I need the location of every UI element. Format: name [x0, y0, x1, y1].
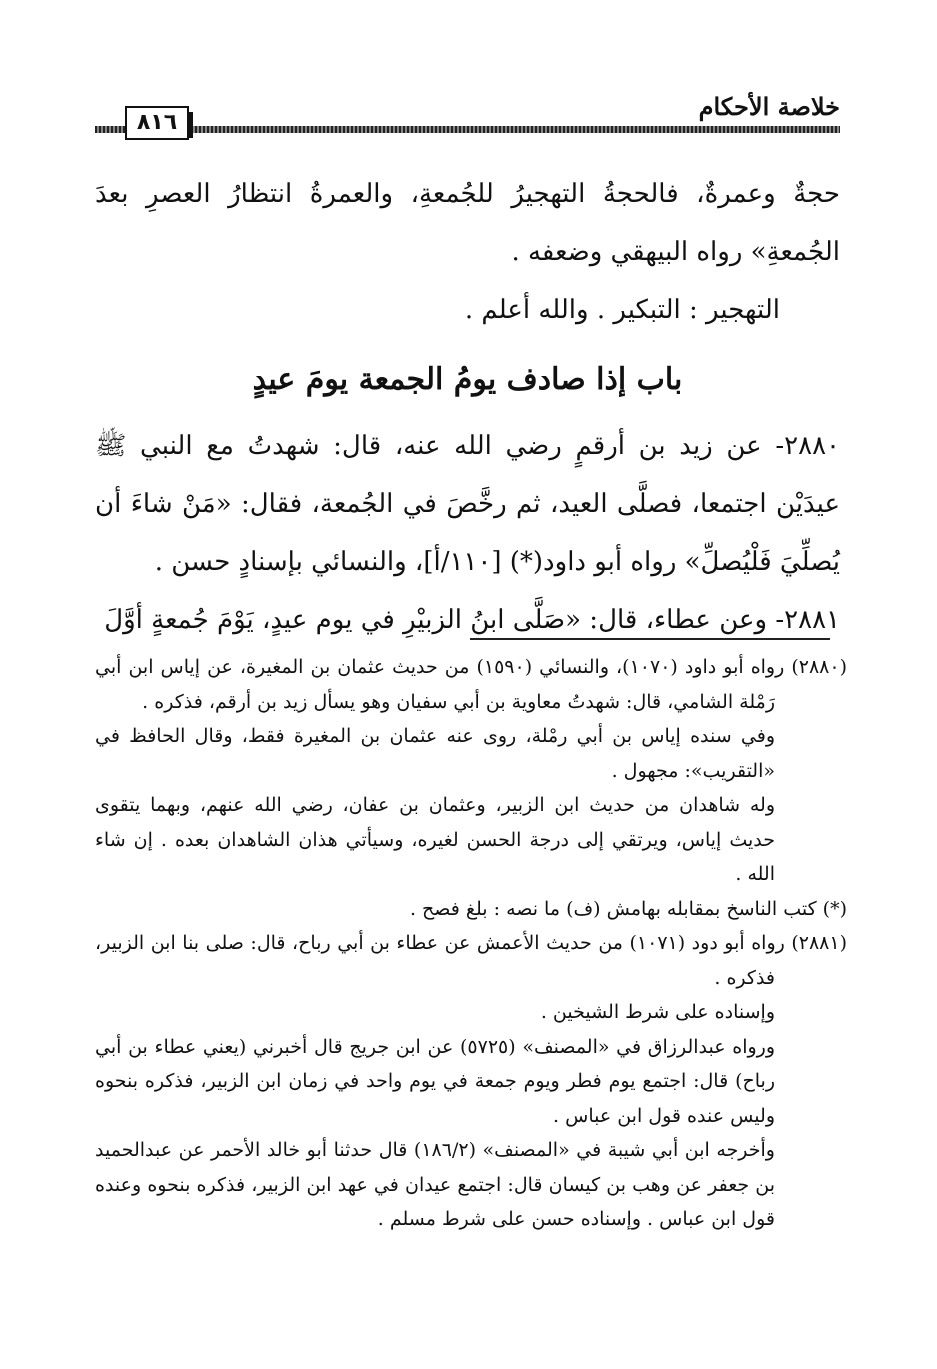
footnote-2880: (٢٨٨٠) رواه أبو داود (١٠٧٠)، والنسائي (١٥٩٠) من حديث عثمان بن المغيرة، عن إياس ابن أبي رَمْلة الشامي، قال: شهدتُ معاوية بن أبي سفيان وهو يسأل زيد بن أرقم، فذكره .	[95, 656, 847, 713]
footnote-2881-note-1: وإسناده على شرط الشيخين .	[540, 1001, 775, 1023]
main-text	[95, 165, 840, 649]
footnotes	[95, 650, 847, 1237]
footnote-2880-note-1: وفي سنده إياس بن أبي رمْلة، روى عنه عثمان بن المغيرة فقط، وقال الحافظ في «التقريب»: مجهول .	[95, 725, 775, 782]
paragraph-hadith-2881: ٢٨٨١- وعن عطاء، قال: «صَلَّى ابنُ الزبيْرِ في يوم عيدٍ، يَوْمَ جُمعةٍ أوَّلَ	[104, 605, 840, 635]
chapter-title: باب إذا صادف يومُ الجمعة يومَ عيدٍ	[252, 362, 683, 397]
running-title: خلاصة الأحكام	[698, 92, 840, 121]
footnote-2880-note-2: وله شاهدان من حديث ابن الزبير، وعثمان بن عفان، رضي الله عنهم، وبهما يتقوى حديث إياس، ويرتقي إلى درجة الحسن لغيره، وسيأتي هذان الشاهدان بعده . إن شاء الله .	[95, 794, 775, 885]
footnote-2881: (٢٨٨١) رواه أبو دود (١٠٧١) من حديث الأعمش عن عطاء بن أبي رباح، قال: صلى بنا ابن الزبير، فذكره .	[95, 932, 847, 989]
footnote-2881-note-2: ورواه عبدالرزاق في «المصنف» (٥٧٢٥) عن ابن جريج قال أخبرني (يعني عطاء بن أبي رباح) قال: اجتمع يوم فطر ويوم جمعة في يوم واحد في زمان ابن الزبير، فذكره بنحوه وليس عنده قول ابن عباس .	[95, 1035, 776, 1127]
paragraph-definition: التهجير : التبكير . والله أعلم .	[464, 295, 780, 325]
footnote-2881-note-3: وأخرجه ابن أبي شيبة في «المصنف» (١٨٦/٢) قال حدثنا أبو خالد الأحمر عن عبدالحميد بن جعفر عن وهب بن كيسان قال: اجتمع عيدان في عهد ابن الزبير، فذكره بنحوه وعنده قول ابن عباس . وإسناده حسن على شرط مسلم .	[95, 1139, 775, 1230]
footnote-asterisk: (*) كتب الناسخ بمقابله بهامش (ف) ما نصه : بلغ فصح .	[409, 897, 847, 920]
paragraph-hadith-2880: ٢٨٨٠- عن زيد بن أرقمٍ رضي الله عنه، قال: شهدتُ مع النبي ﷺ عيدَيْن اجتمعا، فصلَّى العيد، ثم رخَّصَ في الجُمعة، فقال: «مَنْ شاءَ أن يُصلِّيَ فَلْيُصلِّ» رواه أبو داود(*) [١١٠/أ]، والنسائي بإسنادٍ حسن .	[95, 431, 840, 577]
footnote-separator	[470, 638, 830, 640]
header-rule	[95, 126, 840, 133]
page-header	[95, 92, 840, 142]
paragraph-hadith-end: حجةٌ وعمرةٌ، فالحجةُ التهجيرُ للجُمعةِ، والعمرةُ انتظارُ العصرِ بعدَ الجُمعةِ» رواه البيهقي وضعفه .	[95, 179, 840, 267]
page-number: ٨١٦	[125, 106, 189, 140]
